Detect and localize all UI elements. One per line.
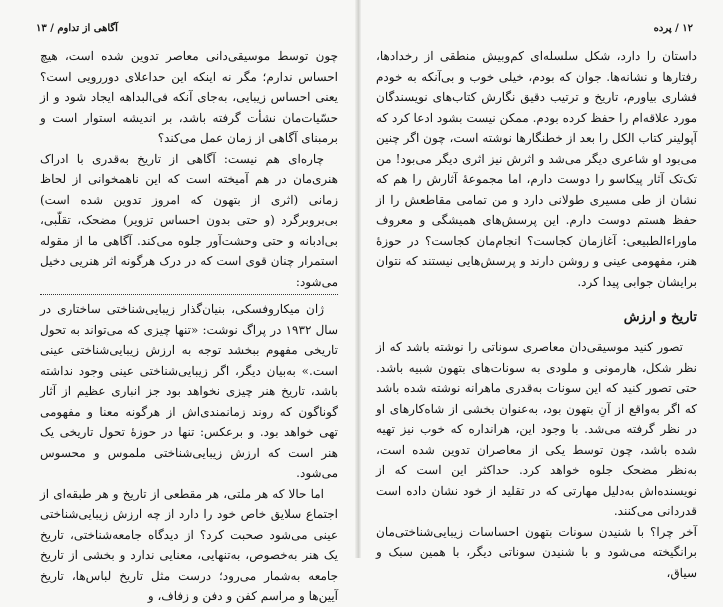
right-page-header	[376, 22, 707, 36]
right-page	[360, 0, 723, 580]
left-page-body	[30, 46, 338, 607]
section-title: تاریخ و ارزش	[623, 310, 697, 325]
left-paragraph-2: چاره‌ای هم نیست: آگاهی از تاریخ به‌قدری با ادراک هنری‌مان در هم آمیخته است که این ناهمخوانی از لحاظ زمانی (اثری از بتهون که امروز تدوین شده است) بی‌بروبرگرد (و حتی بدون احساس تزویر) مضحک، تقلّبی، بی‌ادبانه و حتی وحشت‌آور جلوه می‌کند. آگاهی ما از مقوله استمرار چنان قوی است که در درک هرگونه اثر هنریی دخیل می‌شود:	[40, 151, 338, 289]
left-page-header	[30, 22, 338, 36]
left-paragraph-1: چون توسط موسیقی‌دانی معاصر تدوین شده است، هیچ احساس ندارم؛ مگر نه اینکه این حدا‌علای دوررویی است؟ یعنی احساس زیبایی، به‌جای آنکه فی‌البداهه ایجاد شود و از حسّیات‌مان نشأت گرفته باشد، بر اندیشه استوار است و برمبنای آگاهی از زمان عمل می‌کند؟	[40, 49, 338, 145]
right-page-body	[376, 46, 707, 292]
left-page	[0, 0, 356, 603]
right-page-body-2	[376, 337, 707, 583]
left-divider	[40, 294, 338, 296]
left-paragraph-4: اما حالا که هر ملتی، هر مقطعی از تاریخ و هر طبقه‌ای از اجتماع سلایق خاص خود را دارد از چه ارزش زیبایی‌شناختی عینی می‌شود صحبت کرد؟ از دیدگاه جامعه‌شناختی، تاریخ یک هنر به‌خصوص، به‌تنهایی، معنایی ندارد و بخشی از تاریخ جامعه به‌شمار می‌رود؛ درست مثل تاریخ لباس‌ها، تاریخ آیین‌ها و مراسم کفن و دفن و زفاف، و	[40, 486, 338, 603]
right-paragraph-3: آخر چرا؟ با شنیدن سونات بتهون احساسات زیبایی‌شناختی‌مان برانگیخته می‌شود و با شنیدن سوناتی دیگر، با همین سبک و سیاق،	[376, 524, 697, 580]
left-paragraph-3: ژان میکاروفسکی، بنیان‌گذار زیبایی‌شناختی ساختاری در سال ۱۹۳۲ در پراگ نوشت: «تنها چیزی که می‌تواند به تحول تاریخی مفهوم ببخشد توجه به ارزش زیبایی‌شناختی عینی است.» به‌بیان دیگر، اگر زیبایی‌شناختی عینی وجود نداشته باشد، تاریخ هنر چیزی نخواهد بود جز انباری عظیم از آثار گوناگون که روند زمانمندی‌اش از هرگونه معنا و مفهومی تهی خواهد بود. و برعکس: تنها در حوزهٔ تحول تاریخی یک هنر است که ارزش زیبایی‌شناختی ملموس و محسوس می‌شود.	[40, 302, 338, 480]
right-paragraph-1: داستان را دارد، شکل سلسله‌ای کم‌وبیش منطقی از رخدادها، رفتارها و نشانه‌ها. جوان که بودم، خیلی خوب و بی‌آنکه به خودم فشاری بیاورم، تاریخ و ترتیب دقیق نگارش کتاب‌های نویسندگان مورد علاقه‌ام را حفظ کرده بودم. ممکن نیست بشود ادعا کرد که آپولینر کتاب الکل را بعد از خطنگارها نوشته است، چون اگر چنین می‌بود او شاعری دیگر می‌شد و اثرش نیز اثری دیگر می‌بود! من تک‌تک آثار پیکاسو را دوست دارم، اما مجموعهٔ آثارش را هم که نشان از طی مسیری طولانی دارد و من تمامی مقاطعش را از حفظ هستم دوست دارم. این پرسش‌های همیشگی و معروف ماوراءالطبیعی: آغازمان کجاست؟ انجام‌مان کجاست؟ در حوزهٔ هنر، مفهومی عینی و روشن دارند و پرسش‌هایی نیستند که نتوان برایشان جوابی پیدا کرد.	[376, 49, 697, 289]
left-header-text: آگاهی از تداوم / ۱۳	[36, 23, 118, 34]
right-header-text: ۱۲ / پرده	[653, 23, 693, 34]
right-paragraph-2: تصور کنید موسیقی‌دان معاصری سوناتی را نوشته باشد که از نظر شکل، هارمونی و ملودی به سونات‌های بتهون شبیه باشد. حتی تصور کنید که این سونات به‌قدری ماهرانه نوشته شده باشد که اگر به‌واقع از آنِ بتهون بود، به‌عنوان بخشی از شاه‌کارهای او در نظر گرفته می‌شد. با وجود این، هرانداره که خوب نیز تهیه شده باشد، چون توسط یکی از معاصران تدوین شده است، به‌نظر مضحک جلوه خواهد کرد. حداکثر این است که از نویسنده‌اش به‌دلیل مهارتی که در تقلید از خود نشان داده است قدردانی می‌کنند.	[376, 340, 697, 518]
